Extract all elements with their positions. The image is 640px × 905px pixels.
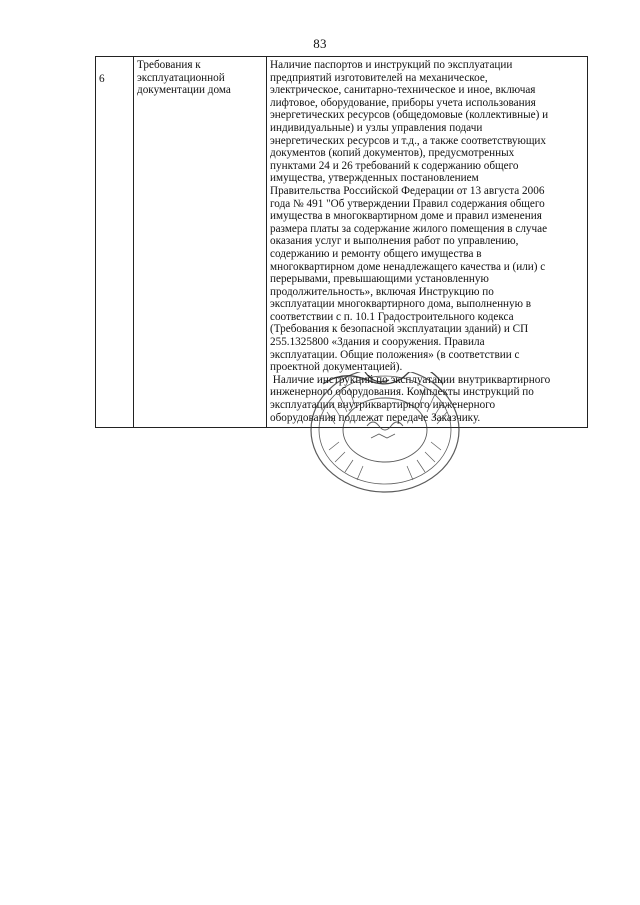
description-line: пунктами 24 и 26 требований к содержанию общего: [270, 159, 519, 172]
description-line: эксплуатации многоквартирного дома, выполненную в: [270, 298, 532, 311]
description-line: энергетических ресурсов (общедомовые (коллективные) и: [270, 109, 549, 122]
description-line: продолжительность», включая Инструкцию по: [270, 285, 494, 298]
description-line: Правительства Российской Федерации от 13 августа 2006: [270, 184, 545, 197]
description-line: проектной документацией).: [270, 361, 403, 374]
description-line: предприятий изготовителей на механическое,: [270, 71, 488, 84]
description-line: соответствии с п. 10.1 Градостроительного кодекса: [270, 310, 514, 323]
page-number: 83: [313, 36, 327, 51]
description-line: эксплуатации внутриквартирного инженерного: [270, 399, 496, 412]
description-line: электрическое, санитарно-техническое и иное, включая: [270, 84, 536, 97]
description-line: многоквартирном доме ненадлежащего качества и (или) с: [270, 260, 546, 273]
description-line: имущества, утвержденных постановлением: [270, 172, 479, 185]
description-line: эксплуатации. Общие положения» (в соответствии с: [270, 348, 520, 361]
description-line: Наличие паспортов и инструкций по эксплуатации: [270, 59, 513, 71]
description-line: (Требования к безопасной эксплуатации зданий) и СП: [270, 323, 529, 336]
description-line: размера платы за содержание жилого помещения в случае: [270, 222, 548, 235]
description-line: индивидуальные) и узлы управления подачи: [270, 121, 483, 134]
title-line: документации дома: [137, 84, 231, 97]
official-seal-stamp: [305, 372, 465, 502]
description-line: оборудования подлежат передаче Заказчику.: [270, 411, 481, 424]
description-line: энергетических ресурсов и т.д., а также соответствующих: [270, 134, 547, 147]
description-line: содержанию и ремонту общего имущества в: [270, 247, 482, 260]
description-line: перерывами, превышающими установленную: [270, 273, 489, 286]
description-line: 255.1325800 «Здания и сооружения. Правила: [270, 336, 485, 349]
description-line: лифтовое, оборудование, приборы учета использования: [270, 96, 536, 109]
title-line: эксплуатационной: [137, 71, 225, 84]
row-number-cell: 6: [96, 57, 134, 428]
description-line: имущества в многоквартирном доме и правил изменения: [270, 210, 542, 223]
requirement-title-cell: [134, 57, 267, 428]
description-line: Наличие инструкций по эксплуатации внутриквартирного: [270, 373, 551, 386]
description-line: документов (копий документов), предусмотренных: [270, 147, 515, 160]
description-line: оказания услуг и выполнения работ по управлению,: [270, 235, 519, 248]
description-line: инженерного оборудования. Комплекты инструкций по: [270, 386, 534, 399]
description-paragraph: [270, 59, 584, 374]
title-line: Требования к: [137, 59, 201, 71]
description-line: года № 491 "Об утверждении Правил содержания общего: [270, 197, 545, 210]
